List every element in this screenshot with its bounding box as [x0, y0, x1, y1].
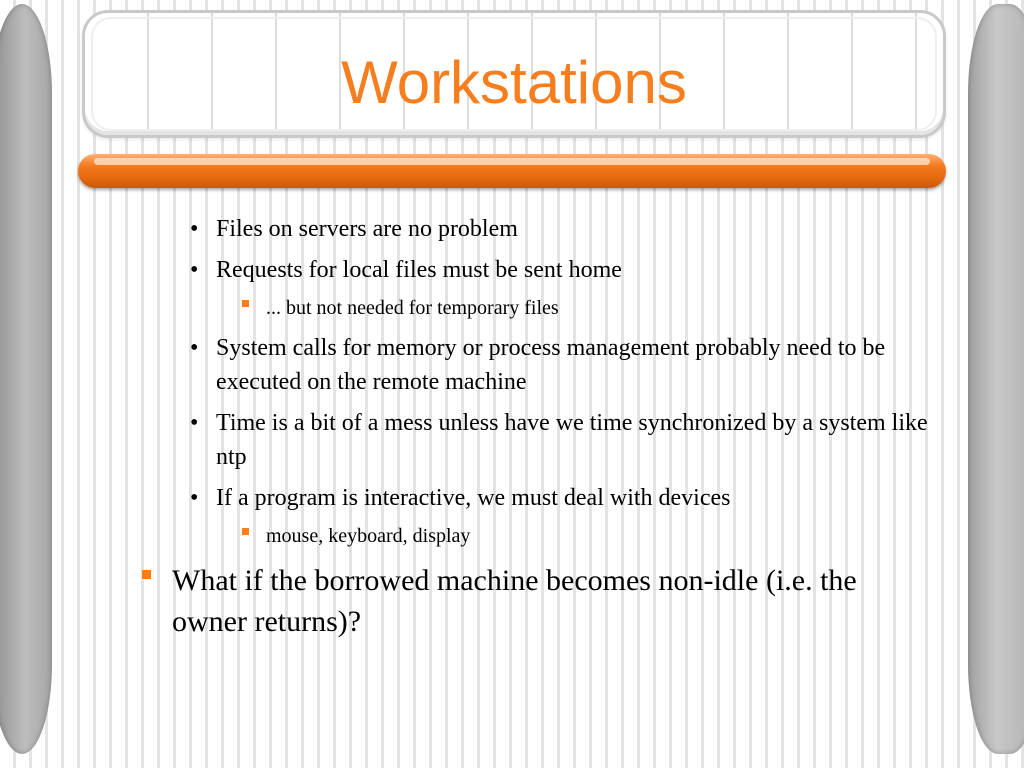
main-bullet-item	[142, 560, 932, 642]
bullet-text: If a program is interactive, we must deal with devices	[216, 485, 731, 511]
round-bullet-icon: •	[190, 257, 199, 283]
sub-bullet-item	[240, 294, 930, 322]
bullet-item	[190, 331, 930, 399]
orange-square-bullet-icon	[242, 528, 249, 535]
bullet-text: Files on servers are no problem	[216, 216, 518, 242]
bullet-item	[190, 481, 930, 515]
main-bullet-text: What if the borrowed machine becomes non-idle (i.e. the owner returns)?	[172, 564, 857, 638]
sub-bullet-text: ... but not needed for temporary files	[266, 297, 559, 319]
sub-bullet-text: mouse, keyboard, display	[266, 525, 471, 547]
bullet-text: Requests for local files must be sent home	[216, 257, 622, 283]
bullet-text: System calls for memory or process management probably need to be executed on the remote machine	[216, 335, 886, 395]
orange-square-bullet-icon	[142, 570, 151, 579]
bullet-item	[190, 406, 930, 474]
bullet-item	[190, 253, 930, 287]
round-bullet-icon: •	[190, 335, 199, 361]
bullet-item	[190, 212, 930, 246]
round-bullet-icon: •	[190, 485, 199, 511]
bullet-text: Time is a bit of a mess unless have we time synchronized by a system like ntp	[216, 410, 928, 470]
orange-square-bullet-icon	[242, 300, 249, 307]
round-bullet-icon: •	[190, 216, 199, 242]
slide-title: Workstations	[341, 49, 687, 116]
round-bullet-icon: •	[190, 410, 199, 436]
sub-bullet-item	[240, 522, 930, 550]
